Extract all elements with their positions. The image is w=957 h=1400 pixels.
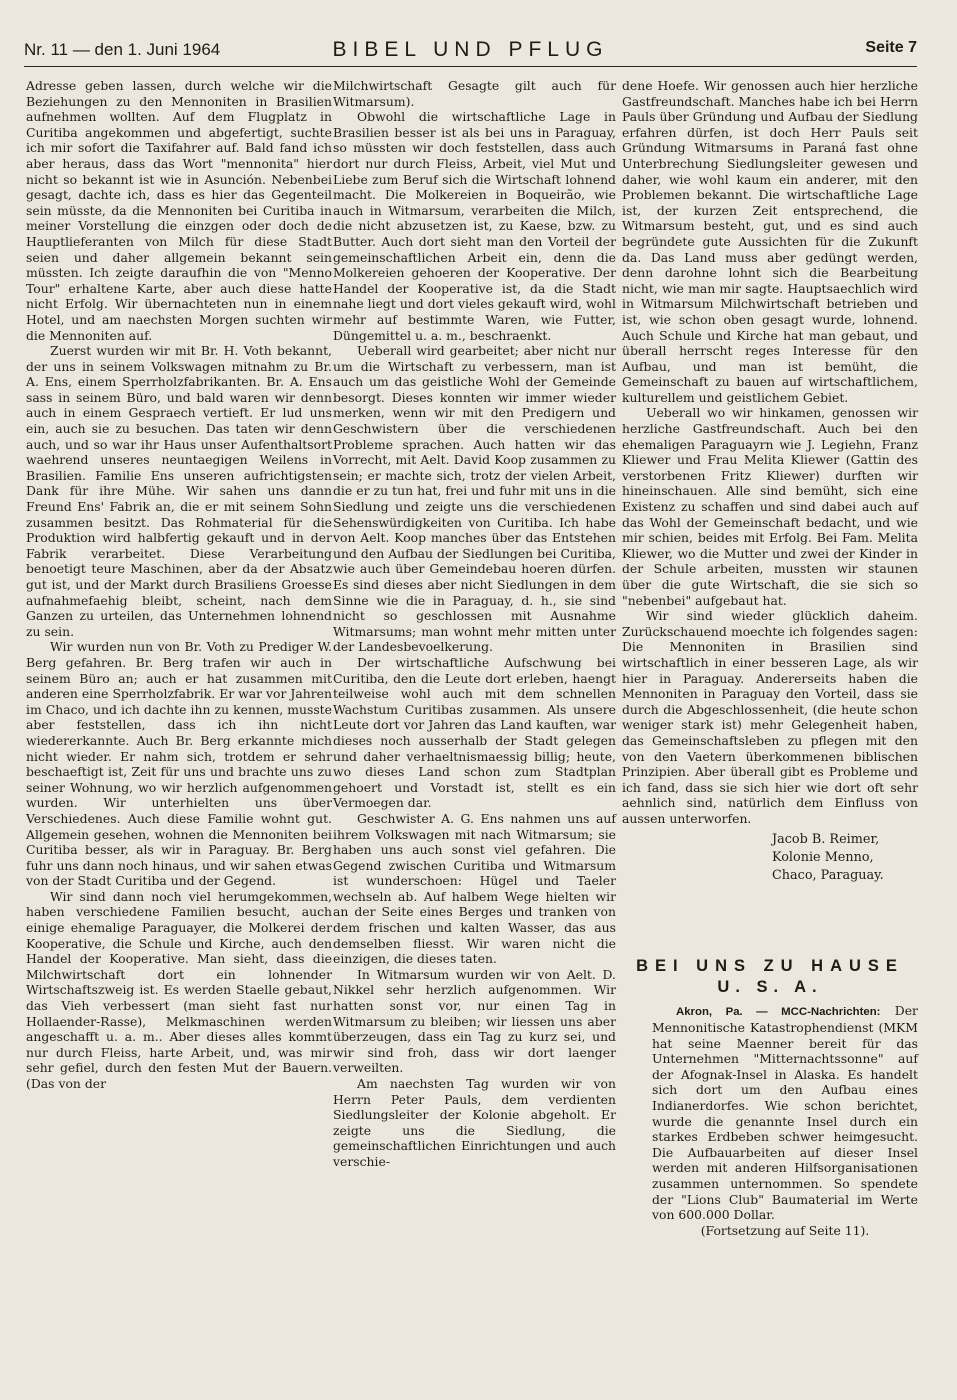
- paragraph: Ueberall wo wir hinkamen, genossen wir herzliche Gastfreundschaft. Auch bei den ehemaligen Paraguayrn wie J. Legiehn, Franz Kliewer und Frau Melita Kliewer (Gattin des verstorbenen Fritz Kliewer) durften wir hineinschauen. Alle sind bemüht, sich eine Existenz zu schaffen und sind dabei auch auf das Wohl der Gemeinschaft bedacht, und wie mir schien, beides mit Erfolg. Bei Fam. Melita Kliewer, wo die Mutter und zwei der Kinder in der Schule arbeiten, mussten wir staunen über die gute Wirtschaft, die sie sich so "nebenbei" aufgebaut hat.: [622, 405, 918, 608]
- paragraph: Am naechsten Tag wurden wir von Herrn Peter Pauls, dem verdienten Siedlungsleiter der Kolonie abgeholt. Er zeigte uns die Siedlung, die gemeinschaftlichen Einrichtungen und auch verschie-: [333, 1076, 616, 1169]
- newspaper-title: BIBEL UND PFLUG: [332, 38, 609, 61]
- paragraph: Geschwister A. G. Ens nahmen uns auf ihrem Volkswagen mit nach Witmarsum; sie haben uns auch sonst viel gefahren. Die Gegend zwischen Curitiba und Witmarsum ist wunderschoen: Hügel und Taeler wechseln ab. Auf halbem Wege hielten wir an der Seite eines Berges und tranken von dem frischen und kalten Wasser, das aus demselben fliesst. Wir waren nicht die einzigen, die dieses taten.: [333, 810, 616, 967]
- page-number: Seite 7: [865, 39, 917, 56]
- author-name: Jacob B. Reimer,: [772, 831, 880, 847]
- paragraph: dene Hoefe. Wir genossen auch hier herzliche Gastfreundschaft. Manches habe ich bei Herrn Pauls über Gründung und Aufbau der Siedlung erfahren dürfen, ist doch Herr Pauls seit Gründung Witmarsums in Paraná fast ohne Unterbrechung Siedlungsleiter gewesen und daher, wie wohl kaum ein anderer, mit den Problemen bekannt. Die wirtschaftliche Lage ist, der kurzen Zeit entsprechend, die Witmarsum besteht, gut, und es sind auch begründete gute Aussichten für die Zukunft da. Das Land muss aber gedüngt werden, denn darohne lohnt sich die Bearbeitung nicht, wie man mir sagte. Hauptsaechlich wird in Witmarsum Milchwirtschaft betrieben und ist, wie schon oben gesagt wurde, lohnend. Auch Schule und Kirche hat man gebaut, und überall herrscht reges Interesse für den Aufbau, und man ist bemüht, die Gemeinschaft zu bauen auf wirtschaftlichem, kulturellem und geistlichem Gebiet.: [622, 78, 918, 405]
- author-place: Chaco, Paraguay.: [772, 867, 884, 883]
- paragraph: Der wirtschaftliche Aufschwung bei Curitiba, den die Leute dort erleben, haengt teilweise wohl auch mit dem schnellen Wachstum Curitibas zusammen. Als unsere Leute dort vor Jahren das Land kauften, war dieses noch ausserhalb der Stadt gelegen und daher verhaeltnismaessig billig; heute, wo dieses Land schon zum Stadtplan gehoert und Vorstadt ist, stellt es ein Vermoegen dar.: [333, 654, 616, 811]
- paragraph: Wir sind dann noch viel herumgekommen, haben verschiedene Familien besucht, auch einige ehemalige Paraguayer, die Molkerei der Kooperative, die Schule und Kirche, auch den Handel der Kooperative. Man sieht, dass die Milchwirtschaft dort ein lohnender Wirtschaftszweig ist. Es werden Staelle gebaut, das Vieh verbessert (man sieht fast nur Hollaender-Rasse), Melkmaschinen werden angeschafft u. a. m.. Aber dieses alles kommt nur durch Fleiss, harte Arbeit, und, was mir sehr gefiel, durch den festen Mut der Bauern. (Das von der: [26, 888, 332, 1091]
- section-body: [652, 1003, 918, 1239]
- column-2: [333, 78, 616, 1170]
- paragraph: Milchwirtschaft Gesagte gilt auch für Witmarsum).: [333, 78, 616, 109]
- column-1: [26, 78, 332, 1092]
- dateline: Akron, Pa. — MCC-Nachrichten:: [676, 1005, 881, 1018]
- paragraph: Wir wurden nun von Br. Voth zu Prediger W. Berg gefahren. Br. Berg trafen wir auch in seinem Büro an; auch er hat zusammen mit anderen eine Sperrholzfabrik. Er war vor Jahren im Chaco, und ich dachte ihn zu kennen, musste aber feststellen, dass ich ihn nicht wiedererkannte. Auch Br. Berg erkannte mich nicht wieder. Er nahm sich, trotdem er sehr beschaeftigt ist, Zeit für uns und brachte uns zu seiner Wohnung, wo wir herzlich aufgenommen wurden. Wir unterhielten uns über Verschiedenes. Auch diese Familie wohnt gut. Allgemein gesehen, wohnen die Mennoniten bei Curitiba besser, als wir in Paraguay. Br. Berg fuhr uns dann noch hinaus, und wir sahen etwas von der Stadt Curitiba und der Gegend.: [26, 639, 332, 889]
- author-colony: Kolonie Menno,: [772, 849, 874, 865]
- paragraph: In Witmarsum wurden wir von Aelt. D. Nikkel sehr herzlich aufgenommen. Wir hatten sonst vor, nur einen Tag in Witmarsum zu bleiben; wir liessen uns aber überzeugen, dass ein Tag zu kurz sei, und wir sind froh, dass wir dort laenger verweilten.: [333, 966, 616, 1076]
- section-subheading: U. S. A.: [717, 977, 823, 996]
- page-header: [24, 36, 917, 67]
- issue-date: Nr. 11 — den 1. Juni 1964: [24, 40, 221, 59]
- column-3: [622, 78, 918, 1238]
- author-signature: [772, 831, 918, 885]
- paragraph: Adresse geben lassen, durch welche wir die Beziehungen zu den Mennoniten in Brasilien aufnehmen wollten. Auf dem Flugplatz in Curitiba angekommen und abgefertigt, suchte ich mir sofort die Taxifahrer auf. Bald fand ich aber heraus, dass das Wort "mennonita" hier nicht so bekannt ist wie in Asunción. Nebenbei gesagt, dachte ich, dass es hier das Gegenteil sein müsste, da die Mennoniten bei Curitiba in meiner Vorstellung die einzgen oder doch de Hauptlieferanten von Milch für diese Stadt seien und daher allgemein bekannt sein müssten. Ich zeigte daraufhin die von "Menno Tour" erhaltene Karte, aber auch diese hatte nicht Erfolg. Wir übernachteten nun in einem Hotel, und am naechsten Morgen suchten wir die Mennoniten auf.: [26, 78, 332, 343]
- paragraph: Obwohl die wirtschaftliche Lage in Brasilien besser ist als bei uns in Paraguay, so müssten wir doch feststellen, dass auch dort nur durch Fleiss, Arbeit, viel Mut und Liebe zum Beruf sich die Wirtschaft lohnend macht. Die Molkereien in Boqueirão, wie auch in Witmarsum, verarbeiten die Milch, die nicht abzusetzen ist, zu Kaese, bzw. zu Butter. Auch dort sieht man den Vorteil der gemeinschaftlichen Arbeit ein, denn die Molkereien gehoeren der Kooperative. Der Handel der Kooperative ist, da die Stadt nahe liegt und dort vieles gekauft wird, wohl mehr auf bestimmte Waren, wie Futter, Düngemittel u. a. m., beschraenkt.: [333, 109, 616, 343]
- paragraph: Wir sind wieder glücklich daheim. Zurückschauend moechte ich folgendes sagen: Die Mennoniten in Brasilien sind wirtschaftlich in einer besseren Lage, als wir hier in Paraguay. Andererseits haben die Mennoniten in Paraguay den Vorteil, dass sie durch die Abgeschlossenheit, (die heute schon weniger stark ist) mehr Gelegenheit haben, das Gemeinschaftsleben zu pflegen mit den von den Vaetern überkommenen biblischen Prinzipien. Aber überall gibt es Probleme und ich fand, dass sie sich hier wie dort oft sehr aehnlich sind, natürlich dem Einfluss von aussen unterworfen.: [622, 608, 918, 826]
- continuation-note: (Fortsetzung auf Seite 11).: [700, 1222, 870, 1238]
- paragraph: Ueberall wird gearbeitet; aber nicht nur um die Wirtschaft zu verbessern, man ist auch um das geistliche Wohl der Gemeinde besorgt. Dieses konnten wir immer wieder merken, wenn wir mit den Predigern und Geschwistern über die verschiedenen Probleme sprachen. Auch hatten wir das Vorrecht, mit Aelt. David Koop zusammen zu sein; er machte sich, trotz der vielen Arbeit, die er zu tun hat, frei und fuhr mit uns in die Siedlung und zeigte uns die verschiedenen Sehenswürdigkeiten von Curitiba. Ich habe von Aelt. Koop manches über das Entstehen und den Aufbau der Siedlungen bei Curitiba, wie auch über Gemeindebau hoeren dürfen. Es sind dieses aber nicht Siedlungen in dem Sinne wie die in Paraguay, d. h., sie sind nicht so geschlossen mit Ausnahme Witmarsums; man wohnt mehr mitten unter der Landesbevoelkerung.: [333, 343, 616, 655]
- section-heading: BEI UNS ZU HAUSE: [636, 956, 904, 975]
- section-text: Der Mennonitische Katastrophendienst (MKM hat seine Maenner bereit für das Unternehmen "Mitternachtssonne" auf der Afognak-Insel in Alaska. Es handelt sich dort um den Aufbau eines Indianerdorfes. Wie schon berichtet, wurde die genannte Insel durch ein starkes Erdbeben schwer heimgesucht. Die Aufbauarbeiten auf dieser Insel werden mit anderen Hilfsorganisationen zusammen unternommen. So spendete der "Lions Club" Baumaterial im Werte von 600.000 Dollar.: [652, 1002, 918, 1223]
- paragraph: Zuerst wurden wir mit Br. H. Voth bekannt, der uns in seinem Volkswagen mitnahm zu Br. A. Ens, einem Sperrholzfabrikanten. Br. A. Ens sass in seinem Büro, und bald waren wir denn auch in einem Gespraech vertieft. Er lud uns ein, auch sie zu besuchen. Das taten wir denn auch, und so war ihr Haus unser Aufenthaltsort waehrend unseres neuntaegigen Weilens in Brasilien. Familie Ens unseren aufrichtigsten Dank für ihre Mühe. Wir sahen uns dann Freund Ens' Fabrik an, die er mit seinem Sohn zusammen besitzt. Das Rohmaterial für die Produktion wird halbfertig gekauft und in der Fabrik verarbeitet. Diese Verarbeitung benoetigt teure Maschinen, aber da der Absatz gut ist, und der Markt durch Brasiliens Groesse aufnahmefaehig bleibt, scheint, nach dem Ganzen zu urteilen, das Unternehmen lohnend zu sein.: [26, 343, 332, 639]
